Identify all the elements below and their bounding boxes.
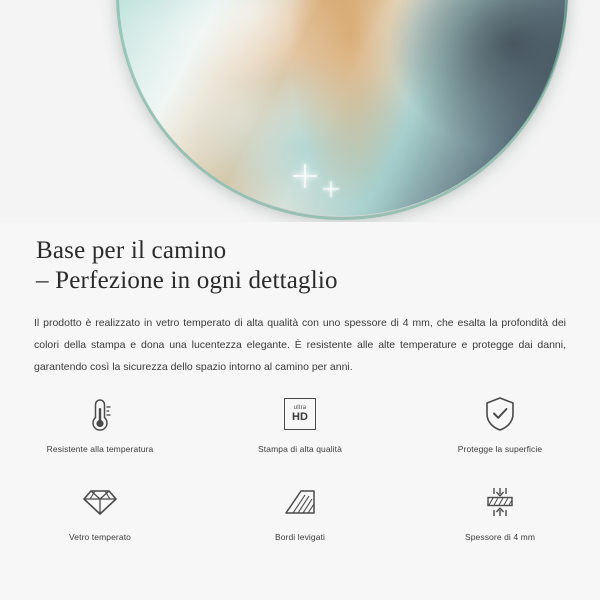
diamond-icon [81, 480, 119, 524]
polished-edges-icon [283, 480, 317, 524]
feature-item [400, 392, 600, 480]
thermometer-icon [82, 392, 118, 436]
feature-label: Vetro temperato [69, 532, 131, 542]
text-content [0, 222, 600, 378]
thickness-arrows-icon [480, 480, 520, 524]
feature-label: Stampa di alta qualità [258, 444, 342, 454]
page-title [0, 222, 600, 296]
feature-item [200, 480, 400, 568]
ultra-hd-icon [284, 392, 316, 436]
headline-line-2: – Perfezione in ogni dettaglio [36, 267, 338, 294]
hero-image [0, 0, 600, 222]
feature-label: Bordi levigati [274, 532, 326, 542]
feature-item [400, 480, 600, 568]
shield-check-icon [481, 392, 519, 436]
feature-label: Resistente alla temperatura [46, 444, 154, 454]
ultra-hd-badge-bottom: HD [292, 411, 308, 423]
feature-label: Spessore di 4 mm [464, 532, 536, 542]
headline-line-1: Base per il camino [36, 237, 227, 264]
feature-list [0, 392, 600, 568]
ultra-hd-badge-top: ultra [293, 405, 307, 411]
feature-item [200, 392, 400, 480]
feature-item [0, 392, 200, 480]
feature-label: Protegge la superficie [457, 444, 543, 454]
description-paragraph: Il prodotto è realizzato in vetro temperato di alta qualità con uno spessore di 4 mm, che esalta la profondità dei colori della stampa e dona una lucentezza elegante. È resistente alle alte temperature e protegge dai danni, garantendo così la sicurezza dello spazio intorno al camino per anni. [34, 317, 566, 373]
round-glass-plate-image [116, 0, 568, 216]
feature-item [0, 480, 200, 568]
